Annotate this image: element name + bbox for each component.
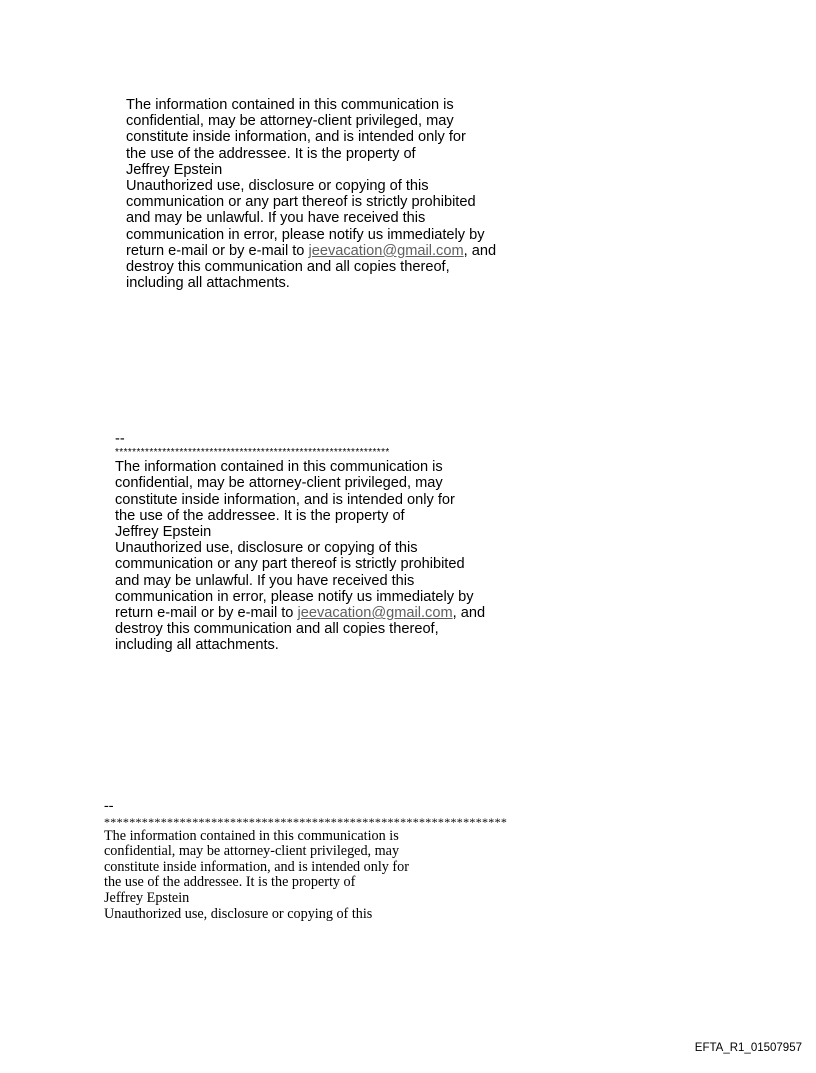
signature-separator: -- [104, 798, 114, 814]
disclaimer-line: Unauthorized use, disclosure or copying of this [126, 178, 429, 195]
email-link[interactable]: jeevacation@gmail.com [308, 242, 464, 259]
line-text: , and [452, 605, 486, 622]
disclaimer-line: constitute inside information, and is intended only for [126, 129, 466, 146]
line-text: , and [463, 242, 497, 259]
disclaimer-line: and may be unlawful. If you have received this [126, 210, 426, 227]
disclaimer-block-2 [115, 431, 485, 654]
document-id: EFTA_R1_01507957 [694, 1042, 802, 1054]
disclaimer-line: the use of the addressee. It is the property of [115, 507, 405, 524]
disclaimer-line: communication or any part thereof is strictly prohibited [126, 194, 476, 211]
disclaimer-line: confidential, may be attorney-client privileged, may [104, 843, 400, 860]
disclaimer-line: The information contained in this communication is [126, 97, 454, 113]
line-text: return e-mail or by e-mail to [126, 242, 309, 259]
disclaimer-line: Jeffrey Epstein [126, 161, 223, 178]
signature-separator: -- [115, 431, 125, 447]
disclaimer-line: communication in error, please notify us immediately by [126, 226, 485, 243]
disclaimer-line: confidential, may be attorney-client privileged, may [115, 475, 443, 492]
disclaimer-line-with-email [126, 243, 496, 259]
disclaimer-line: Jeffrey Epstein [104, 889, 190, 906]
disclaimer-block-3 [104, 799, 507, 922]
asterisk-divider: **************************************************************** [115, 447, 390, 459]
disclaimer-line: the use of the addressee. It is the property of [126, 145, 416, 162]
disclaimer-block-1 [126, 97, 496, 291]
disclaimer-line: constitute inside information, and is intended only for [115, 491, 455, 508]
disclaimer-line: including all attachments. [115, 637, 279, 654]
disclaimer-line: Unauthorized use, disclosure or copying of this [115, 540, 418, 557]
disclaimer-line: constitute inside information, and is intended only for [104, 858, 409, 875]
disclaimer-line: confidential, may be attorney-client privileged, may [126, 113, 454, 130]
disclaimer-line: communication or any part thereof is strictly prohibited [115, 556, 465, 573]
disclaimer-line: Jeffrey Epstein [115, 524, 212, 541]
disclaimer-line: destroy this communication and all copies thereof, [126, 259, 450, 276]
email-link[interactable]: jeevacation@gmail.com [297, 605, 453, 622]
line-text: return e-mail or by e-mail to [115, 605, 298, 622]
disclaimer-line: communication in error, please notify us immediately by [115, 588, 474, 605]
disclaimer-line: and may be unlawful. If you have received this [115, 572, 415, 589]
disclaimer-line: the use of the addressee. It is the property of [104, 874, 356, 891]
disclaimer-line: including all attachments. [126, 275, 290, 292]
disclaimer-line: Unauthorized use, disclosure or copying of this [104, 905, 373, 922]
disclaimer-line: The information contained in this communication is [104, 827, 399, 844]
disclaimer-line: destroy this communication and all copies thereof, [115, 621, 439, 638]
disclaimer-line-with-email [115, 605, 485, 621]
disclaimer-line: The information contained in this communication is [115, 459, 443, 476]
asterisk-divider: **************************************************************** [104, 814, 508, 829]
